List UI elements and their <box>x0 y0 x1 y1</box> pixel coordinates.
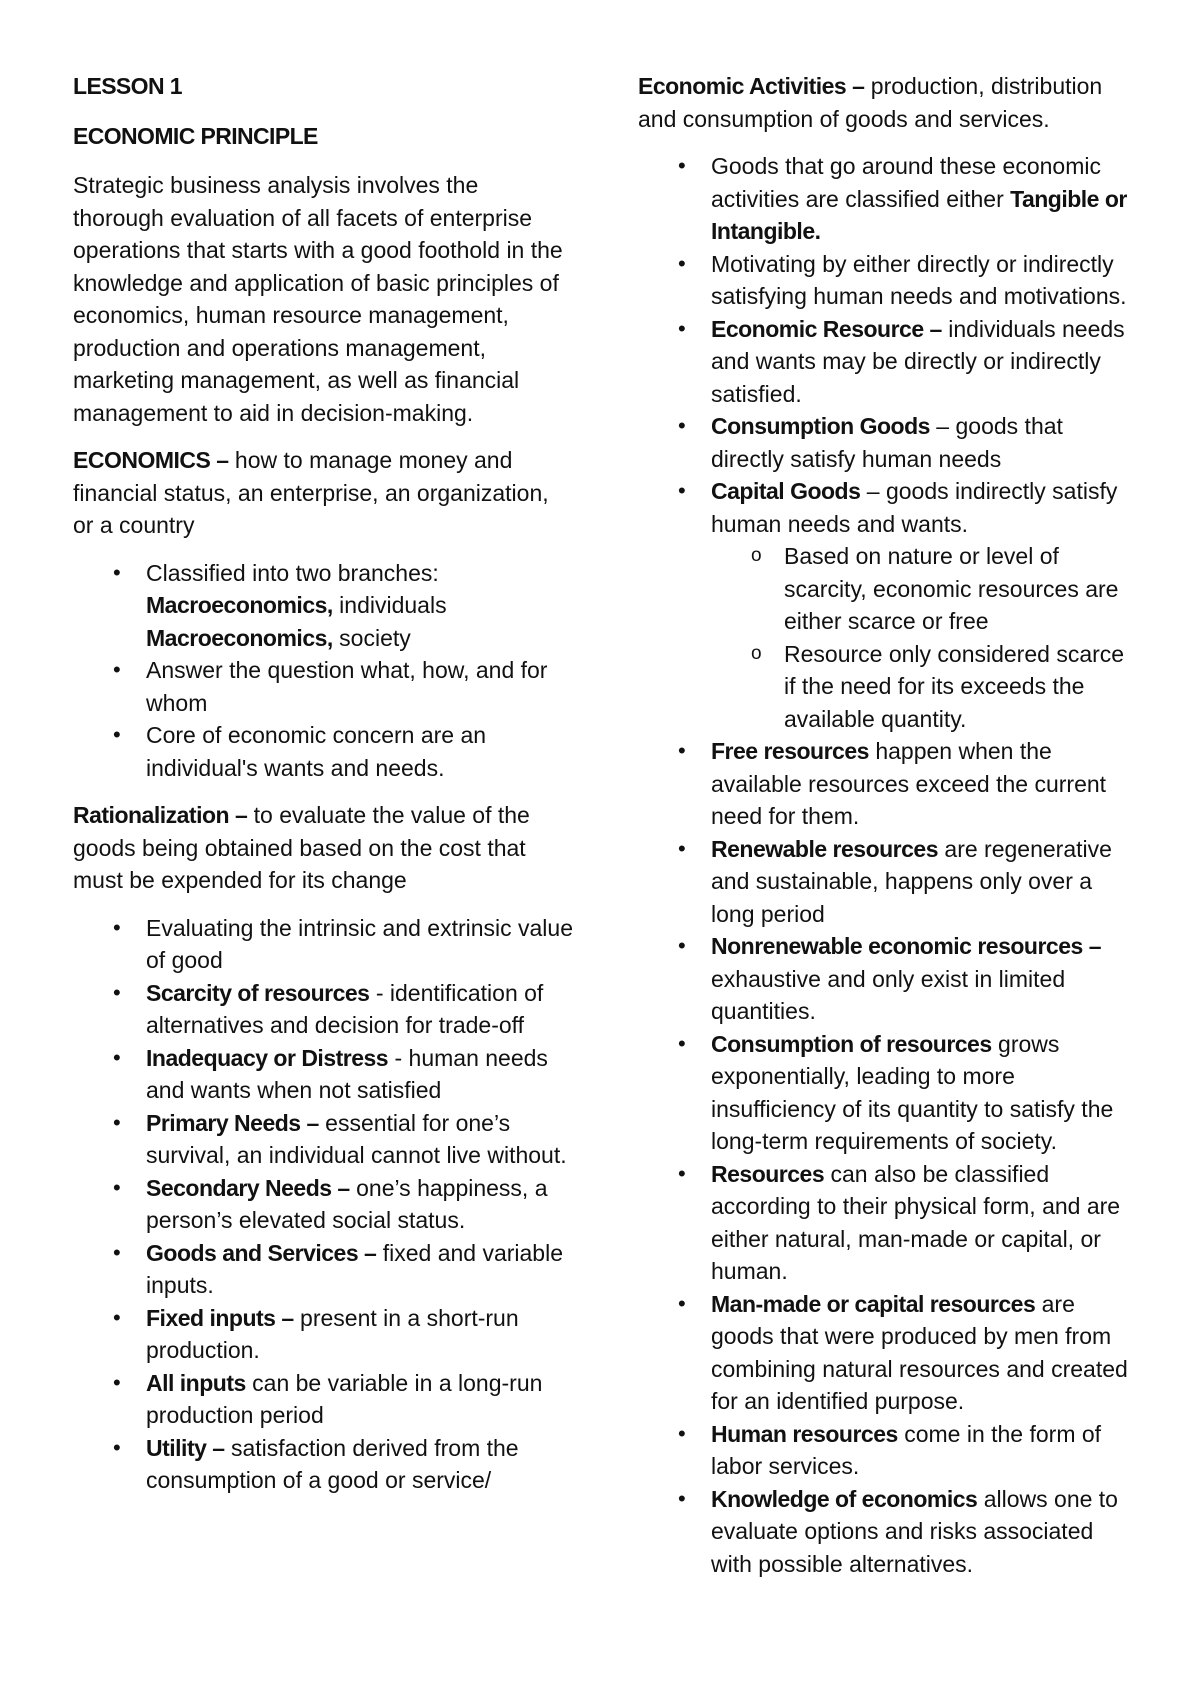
item-text: - identification of alternatives and decision for trade-off <box>146 979 544 1038</box>
item-text: Motivating by either directly or indirectly satisfying human needs and motivations. <box>711 250 1127 309</box>
rationalization-list <box>73 912 573 1497</box>
list-item <box>73 1367 573 1432</box>
item-term: Fixed inputs – <box>146 1304 294 1331</box>
lesson-title: ECONOMIC PRINCIPLE <box>73 122 318 149</box>
economics-term: ECONOMICS – <box>73 447 229 473</box>
item-text: – goods that directly satisfy human needs <box>711 413 1063 472</box>
item-term: Man-made or capital resources <box>711 1290 1036 1317</box>
scarcity-sublist <box>711 540 1138 735</box>
list-item <box>73 1042 573 1107</box>
item-text: Evaluating the intrinsic and extrinsic value of good <box>146 914 574 973</box>
economics-def: how to manage money and financial status, an enterprise, an organization, or a country <box>73 447 549 538</box>
list-item <box>638 1158 1138 1288</box>
lesson-number: LESSON 1 <box>73 73 182 99</box>
item-term: Consumption of resources <box>711 1030 992 1057</box>
item-text: Goods that go around these economic activities are classified either <box>711 153 1101 212</box>
list-item <box>638 735 1138 833</box>
list-item <box>73 912 573 977</box>
list-item <box>638 930 1138 1028</box>
item-text: – goods indirectly satisfy human needs and wants. <box>711 478 1118 537</box>
intro-paragraph: Strategic business analysis involves the thorough evaluation of all facets of enterprise operations that starts with a good foothold in the knowledge and application of basic principles of economics, human resource management, production and operations management, marketing management, as well as financial management to aid in decision-making. <box>73 172 563 426</box>
item-text: are goods that were produced by men from combining natural resources and created for an identified purpose. <box>711 1290 1128 1414</box>
activities-definition <box>638 70 1138 135</box>
list-item <box>73 1237 573 1302</box>
item-text: are regenerative and sustainable, happens only over a long period <box>711 835 1112 927</box>
item-text: society <box>332 624 411 651</box>
item-text: individuals needs and wants may be directly or indirectly satisfied. <box>711 315 1125 407</box>
right-column <box>638 70 1138 1595</box>
rationalization-definition <box>73 799 573 897</box>
item-term: Economic Resource – <box>711 315 942 342</box>
item-text: come in the form of labor services. <box>711 1420 1102 1479</box>
item-text: happen when the available resources exceed the current need for them. <box>711 738 1107 829</box>
list-item <box>73 1172 573 1237</box>
item-text: can be variable in a long-run production period <box>146 1369 543 1428</box>
item-text: Classified into two branches: <box>146 559 439 586</box>
item-text: essential for one’s survival, an individual cannot live without. <box>146 1109 567 1168</box>
item-term: Goods and Services – <box>146 1239 377 1266</box>
item-text: allows one to evaluate options and risks associated with possible alternatives. <box>711 1485 1118 1577</box>
list-item <box>638 475 1138 735</box>
activities-def: production, distribution and consumption of goods and services. <box>638 73 1103 132</box>
list-item <box>638 248 1138 313</box>
list-item <box>73 977 573 1042</box>
item-term: Secondary Needs – <box>146 1174 350 1201</box>
sub-list-item: o Resource only considered scarce if the need for its exceeds the available quantity. <box>711 638 1138 736</box>
item-text: satisfaction derived from the consumption of a good or service/ <box>146 1434 519 1493</box>
item-term: Consumption Goods <box>711 413 930 439</box>
item-term: Tangible or Intangible. <box>711 185 1127 244</box>
item-term: Human resources <box>711 1420 898 1447</box>
item-term: Macroeconomics, <box>146 624 333 651</box>
item-term: Capital Goods <box>711 478 861 504</box>
list-item <box>73 557 573 655</box>
item-term: Inadequacy or Distress <box>146 1044 389 1071</box>
sub-list-item: o Based on nature or level of scarcity, economic resources are either scarce or free <box>711 540 1138 638</box>
item-text: grows exponentially, leading to more insufficiency of its quantity to satisfy the long-term requirements of society. <box>711 1030 1114 1154</box>
list-item <box>638 313 1138 411</box>
activities-list <box>638 150 1138 1580</box>
item-term: Macroeconomics, <box>146 592 333 618</box>
item-text: fixed and variable inputs. <box>146 1239 564 1298</box>
item-term: Primary Needs – <box>146 1109 319 1136</box>
list-item <box>638 1028 1138 1158</box>
item-text: - human needs and wants when not satisfied <box>146 1044 548 1103</box>
item-term: All inputs <box>146 1369 246 1396</box>
item-term: Resources <box>711 1160 825 1187</box>
item-text: exhaustive and only exist in limited quantities. <box>711 965 1066 1024</box>
list-item <box>638 1288 1138 1418</box>
list-item: • Answer the question what, how, and for whom <box>73 654 573 719</box>
list-item <box>638 410 1138 475</box>
item-term: Nonrenewable economic resources – <box>711 933 1101 959</box>
list-item <box>73 1432 573 1497</box>
list-item <box>73 1107 573 1172</box>
rationalization-term: Rationalization – <box>73 802 248 828</box>
rationalization-def: to evaluate the value of the goods being obtained based on the cost that must be expended for its change <box>73 802 530 893</box>
list-item <box>638 1483 1138 1581</box>
item-text: present in a short-run production. <box>146 1304 519 1363</box>
list-item <box>638 1418 1138 1483</box>
item-text: one’s happiness, a person’s elevated social status. <box>146 1174 548 1233</box>
list-item <box>638 150 1138 248</box>
item-text: individuals <box>332 592 447 618</box>
list-item: • Core of economic concern are an individual's wants and needs. <box>73 719 573 784</box>
item-term: Knowledge of economics <box>711 1485 978 1512</box>
item-term: Scarcity of resources <box>146 979 370 1006</box>
item-text: can also be classified according to their physical form, and are either natural, man-made or capital, or human. <box>711 1160 1121 1284</box>
item-term: Utility – <box>146 1434 225 1461</box>
economics-definition <box>73 444 573 542</box>
activities-term: Economic Activities – <box>638 73 865 99</box>
list-item <box>638 833 1138 931</box>
item-term: Free resources <box>711 738 869 764</box>
list-item <box>73 1302 573 1367</box>
left-column <box>73 70 573 1512</box>
economics-list <box>73 557 573 785</box>
item-term: Renewable resources <box>711 835 939 862</box>
